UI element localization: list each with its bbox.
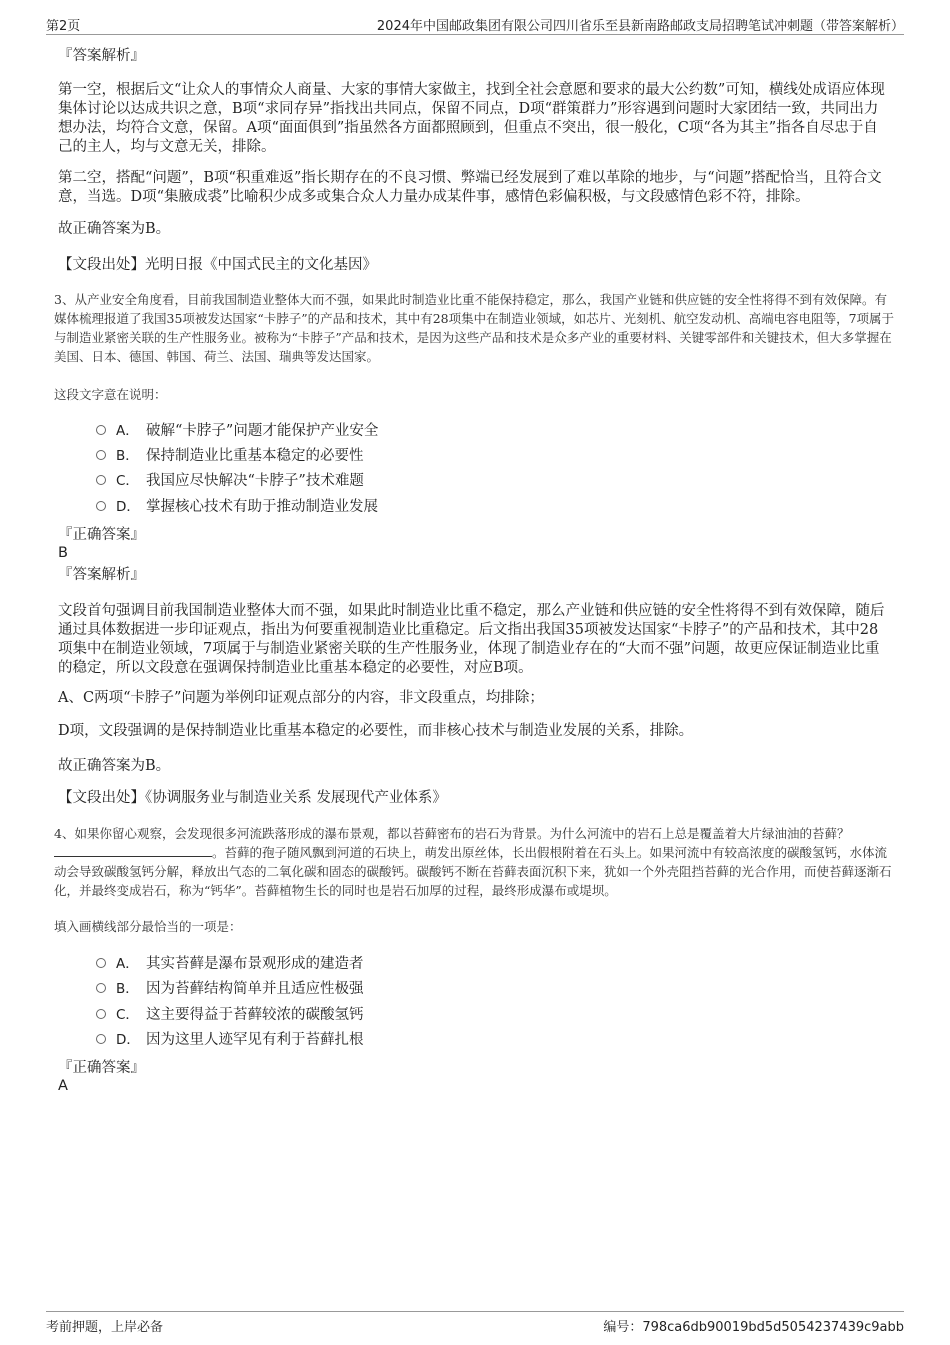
radio-icon[interactable] — [96, 425, 106, 435]
document-title: 2024年中国邮政集团有限公司四川省乐至县新南路邮政支局招聘笔试冲刺题（带答案解析） — [376, 19, 904, 34]
radio-icon[interactable] — [96, 450, 106, 460]
q2-analysis-p1: 第一空，根据后文“让众人的事情众人商量、大家的事情大家做主，找到全社会意愿和要求的最大公约数”可知，横线处成语应体现集体讨论以达成共识之意，B项“求同存异”指找出共同点，保留不同点，D项“群策群力”形容遇到问题时大家团结一致，共同出力想办法，均符合文意，保留。A项“面面俱到”指虽然各方面都照顾到，但重点不突出，很一般化，C项“各为其主”指各自尽忠于自己的主人，均与文意无关，排除。 — [58, 82, 885, 155]
radio-icon[interactable] — [96, 958, 106, 968]
q3-analysis-a3: D项，文段强调的是保持制造业比重基本稳定的必要性，而非核心技术与制造业发展的关系，排除。 — [58, 723, 694, 739]
q3-analysis-a1: 文段首句强调目前我国制造业整体大而不强，如果此时制造业比重不稳定，那么产业链和供应链的安全性将得不到有效保障，随后通过具体数据进一步印证观点，指出为何要重视制造业比重稳定。后文指出我国35项被发达国家“卡脖子”的产品和技术，其中28项集中在制造业领域，7项属于与制造业紧密关联的生产性服务业，体现了制造业存在的“大而不强”问题，故更应保证制造业比重的稳定，所以文段意在强调保持制造业比重基本稳定的必要性，对应B项。 — [58, 603, 885, 676]
q3-source: 【文段出处】《协调服务业与制造业关系 发展现代产业体系》 — [58, 790, 447, 806]
q3-prompt: 这段文字意在说明： — [54, 387, 167, 402]
footer-slogan: 考前押题，上岸必备 — [46, 1320, 164, 1335]
q4-option-c[interactable]: C． 这主要得益于苔藓较浓的碳酸氢钙 — [96, 1006, 364, 1025]
q3-answer-label: 『正确答案』 — [58, 527, 145, 543]
q3-option-a[interactable]: A． 破解“卡脖子”问题才能保护产业安全 — [96, 422, 378, 441]
answer-blank — [54, 844, 212, 857]
q3-option-c[interactable]: C． 我国应尽快解决“卡脖子”技术难题 — [96, 472, 364, 491]
document-id: 编号：798ca6db90019bd5d5054237439c9abb — [603, 1320, 904, 1335]
radio-icon[interactable] — [96, 1034, 106, 1044]
q4-prompt: 填入画横线部分最恰当的一项是： — [54, 919, 242, 934]
q2-conclusion: 故正确答案为B。 — [58, 221, 171, 237]
radio-icon[interactable] — [96, 1009, 106, 1019]
page-footer — [46, 1311, 904, 1335]
q3-stem: 3、从产业安全角度看，目前我国制造业整体大而不强，如果此时制造业比重不能保持稳定，那么，我国产业链和供应链的安全性将得不到有效保障。有媒体梳理报道了我国35项被发达国家“卡脖子”的产品和技术，其中有28项集中在制造业领域，如芯片、光刻机、航空发动机、高端电容电阻等，7项属于与制造业紧密关联的生产性服务业。被称为“卡脖子”产品和技术，是因为这些产品和技术是众多产业的重要材料、关键零部件和关键技术，但大多掌握在美国、日本、德国、韩国、荷兰、法国、瑞典等发达国家。 — [54, 292, 895, 364]
q3-analysis-label: 『答案解析』 — [58, 567, 145, 583]
q4-option-d[interactable]: D． 因为这里人迹罕见有利于苔藓扎根 — [96, 1031, 364, 1050]
q4-option-a[interactable]: A． 其实苔藓是瀑布景观形成的建造者 — [96, 955, 364, 974]
q2-analysis-label: 『答案解析』 — [58, 48, 145, 64]
q2-analysis-p2: 第二空，搭配“问题”，B项“积重难返”指长期存在的不良习惯、弊端已经发展到了难以革除的地步，与“问题”搭配恰当，且符合文意，当选。D项“集腋成裘”比喻积少成多或集合众人力量办成某件事，感情色彩偏积极，与文段感情色彩不符，排除。 — [58, 170, 882, 205]
radio-icon[interactable] — [96, 983, 106, 993]
q3-answer: B — [58, 545, 68, 561]
q2-source: 【文段出处】光明日报《中国式民主的文化基因》 — [58, 257, 377, 273]
q4-answer: A — [58, 1078, 68, 1094]
page-header — [46, 14, 904, 35]
radio-icon[interactable] — [96, 475, 106, 485]
radio-icon[interactable] — [96, 501, 106, 511]
q4-stem: 4、如果你留心观察，会发现很多河流跌落形成的瀑布景观，都以苔藓密布的岩石为背景。为什么河流中的岩石上总是覆盖着大片绿油油的苔藓？。苔藓的孢子随风飘到河道的石块上，萌发出原丝体，长出假根附着在石头上。如果河流中有较高浓度的碳酸氢钙，水体流动会导致碳酸氢钙分解，释放出气态的二氧化碳和固态的碳酸钙。碳酸钙不断在苔藓表面沉积下来，犹如一个外壳阻挡苔藓的光合作用，而使苔藓逐渐石化，并最终变成岩石，称为“钙华”。苔藓植物生长的同时也是岩石加厚的过程，最终形成瀑布或堤坝。 — [54, 826, 892, 898]
q3-option-d[interactable]: D． 掌握核心技术有助于推动制造业发展 — [96, 498, 378, 517]
q3-analysis-a2: A、C两项“卡脖子”问题为举例印证观点部分的内容，非文段重点，均排除； — [58, 690, 544, 706]
q4-option-b[interactable]: B． 因为苔藓结构简单并且适应性极强 — [96, 980, 364, 999]
page-number: 第2页 — [46, 19, 81, 34]
q3-conclusion: 故正确答案为B。 — [58, 758, 171, 774]
q4-answer-label: 『正确答案』 — [58, 1060, 145, 1076]
q3-option-b[interactable]: B． 保持制造业比重基本稳定的必要性 — [96, 447, 364, 466]
